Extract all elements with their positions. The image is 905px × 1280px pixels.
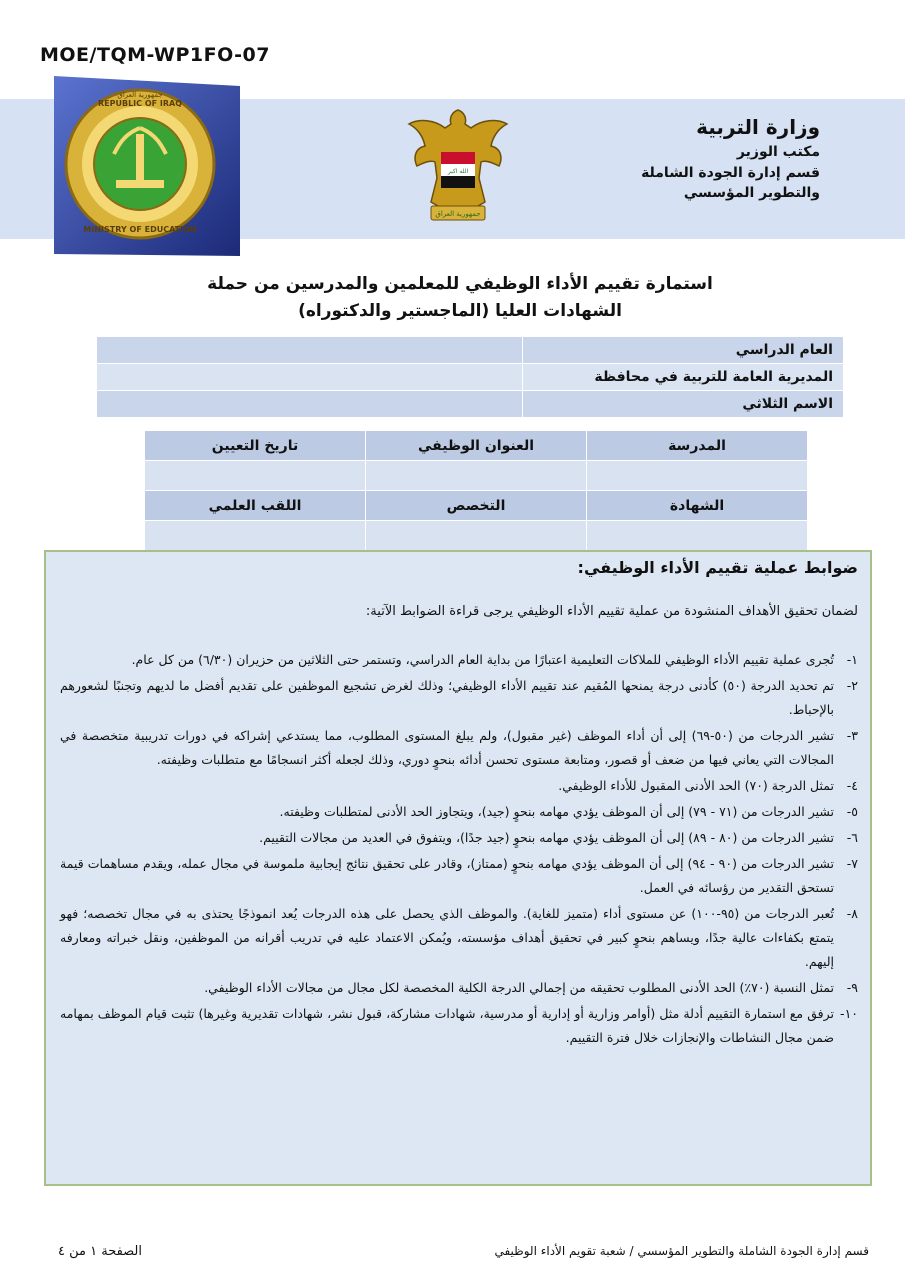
info-table: [96, 336, 844, 418]
info-row: [97, 364, 844, 391]
list-item: [60, 674, 858, 722]
item-text: تشير الدرجات من (٩٠ - ٩٤) إلى أن الموظف يؤدي مهامه بنحوٍ (ممتاز)، وقادر على تحقيق نتائج إيجابية ملموسة في مجال عمله، ويقدم مساهمات قيمة تستحق التقدير من رؤسائه في العمل.: [60, 856, 834, 895]
table-input-row: [145, 461, 808, 491]
rules-intro: لضمان تحقيق الأهداف المنشودة من عملية تقييم الأداء الوظيفي يرجى قراءة الضوابط الآتية:: [365, 604, 858, 619]
field-job-title[interactable]: [366, 461, 587, 491]
list-item: [60, 902, 858, 974]
item-text: تُجرى عملية تقييم الأداء الوظيفي للملاكات التعليمية اعتبارًا من بداية العام الدراسي، وتستمر حتى الثلاثين من حزيران (٦/٣٠) من كل عام.: [131, 652, 834, 667]
header-degree: الشهادة: [587, 491, 808, 521]
info-row: [97, 391, 844, 418]
document-title: [150, 271, 770, 325]
table-header-row: [145, 491, 808, 521]
header-appointment-date: تاريخ التعيين: [145, 431, 366, 461]
item-text: تشير الدرجات من (٨٠ - ٨٩) إلى أن الموظف يؤدي مهامه بنحوٍ (جيد جدًا)، ويتفوق في العديد من مجالات التقييم.: [259, 830, 834, 845]
table-header-row: [145, 431, 808, 461]
field-academic-year[interactable]: [97, 337, 523, 364]
list-item: [60, 1002, 858, 1050]
item-text: تشير الدرجات من (٥٠-٦٩) إلى أن أداء الموظف (غير مقبول)، ولم يبلغ المستوى المطلوب، مما يستدعي إشراكه في دورات تدريبية متخصصة في المجالات التي يعاني فيها من ضعف أو قصور، ومتابعة مستوى تحسن أدائه بنحوٍ دوري، وذلك لجعله أكثر انسجامًا مع متطلبات وظيفته.: [60, 728, 834, 767]
rules-box: [44, 550, 872, 1186]
field-degree[interactable]: [587, 521, 808, 551]
list-item: [60, 826, 858, 850]
item-number: ٩-: [846, 980, 858, 995]
header-job-title: العنوان الوظيفي: [366, 431, 587, 461]
list-item: [60, 724, 858, 772]
staff-details-table: [144, 430, 808, 551]
item-text: ترفق مع استمارة التقييم أدلة مثل (أوامر وزارية أو إدارية أو مدرسية، شهادات مشاركة، قبول نشر، شهادات تقديرية وغيرها) تثبت قيام الموظف بمهامه ضمن مجال النشاطات والإنجازات خلال فترة التقييم.: [60, 1006, 834, 1045]
page-number: الصفحة ١ من ٤: [58, 1244, 143, 1259]
list-item: [60, 648, 858, 672]
item-number: ٤-: [846, 778, 858, 793]
item-text: تُعبر الدرجات من (٩٥-١٠٠) عن مستوى أداء (متميز للغاية). والموظف الذي يحصل على هذه الدرجات يُعد انموذجًا يحتذى به في مجال تخصصه؛ فهو يتمتع بكفاءات عالية جدًا، ويساهم بنحوٍ كبير في تحقيق أهداف مؤسسته، ويُمكن الاعتماد عليه في تدريب أقرانه من الموظفين، ونقل خبراته ومعارفه إليهم.: [60, 906, 834, 969]
list-item: [60, 976, 858, 1000]
header-academic-title: اللقب العلمي: [145, 491, 366, 521]
ministry-name: وزارة التربية: [696, 115, 820, 139]
table-input-row: [145, 521, 808, 551]
field-specialization[interactable]: [366, 521, 587, 551]
field-appointment-date[interactable]: [145, 461, 366, 491]
item-text: تشير الدرجات من (٧١ - ٧٩) إلى أن الموظف يؤدي مهامه بنحوٍ (جيد)، ويتجاوز الحد الأدنى لمتطلبات وظيفته.: [279, 804, 834, 819]
emblem-text: جمهورية العراق: [435, 210, 481, 218]
list-item: [60, 774, 858, 798]
list-item: [60, 852, 858, 900]
title-line-1: استمارة تقييم الأداء الوظيفي للمعلمين والمدرسين من حملة: [207, 274, 713, 294]
department-name-line2: والتطوير المؤسسي: [683, 185, 820, 201]
field-directorate[interactable]: [97, 364, 523, 391]
item-number: ٢-: [846, 678, 858, 693]
ministry-logo: [54, 76, 240, 256]
ministry-header: [641, 113, 820, 203]
item-number: ٧-: [846, 856, 858, 871]
department-name-line1: قسم إدارة الجودة الشاملة: [641, 165, 820, 181]
item-number: ١٠-: [840, 1006, 858, 1021]
list-item: [60, 800, 858, 824]
field-academic-title[interactable]: [145, 521, 366, 551]
rules-list: [60, 648, 858, 1052]
info-row: [97, 337, 844, 364]
item-number: ١-: [846, 652, 858, 667]
item-number: ٦-: [846, 830, 858, 845]
office-name: مكتب الوزير: [736, 144, 820, 160]
field-school[interactable]: [587, 461, 808, 491]
item-text: تمثل الدرجة (٧٠) الحد الأدنى المقبول للأداء الوظيفي.: [558, 778, 834, 793]
label-full-name: الاسم الثلاثي: [523, 391, 844, 418]
rules-heading: ضوابط عملية تقييم الأداء الوظيفي:: [577, 558, 858, 577]
logo-text-bottom: MINISTRY OF EDUCATION: [83, 225, 197, 234]
item-number: ٥-: [846, 804, 858, 819]
item-text: تمثل النسبة (٧٠٪) الحد الأدنى المطلوب تحقيقه من إجمالي الدرجة الكلية المخصصة لكل مجال من مجالات الأداء الوظيفي.: [204, 980, 834, 995]
form-code: MOE/TQM-WP1FO-07: [40, 44, 270, 66]
logo-text-top: REPUBLIC OF IRAQ: [98, 99, 182, 108]
header-school: المدرسة: [587, 431, 808, 461]
item-text: تم تحديد الدرجة (٥٠) كأدنى درجة يمنحها المُقيم عند تقييم الأداء الوظيفي؛ وذلك لغرض تشجيع الموظفين على تقديم أفضل ما لديهم وتجنبًا لشعورهم بالإحباط.: [60, 678, 834, 717]
item-number: ٣-: [846, 728, 858, 743]
label-academic-year: العام الدراسي: [523, 337, 844, 364]
logo-arabic-top: جمهورية العراق: [117, 91, 163, 99]
field-full-name[interactable]: [97, 391, 523, 418]
header-specialization: التخصص: [366, 491, 587, 521]
footer-department: قسم إدارة الجودة الشاملة والتطوير المؤسسي / شعبة تقويم الأداء الوظيفي: [494, 1244, 869, 1258]
title-line-2: الشهادات العليا (الماجستير والدكتوراه): [298, 301, 622, 321]
svg-text:الله اكبر: الله اكبر: [447, 168, 469, 175]
item-number: ٨-: [846, 906, 858, 921]
label-directorate: المديرية العامة للتربية في محافظة: [523, 364, 844, 391]
iraq-eagle-emblem: [405, 106, 511, 224]
